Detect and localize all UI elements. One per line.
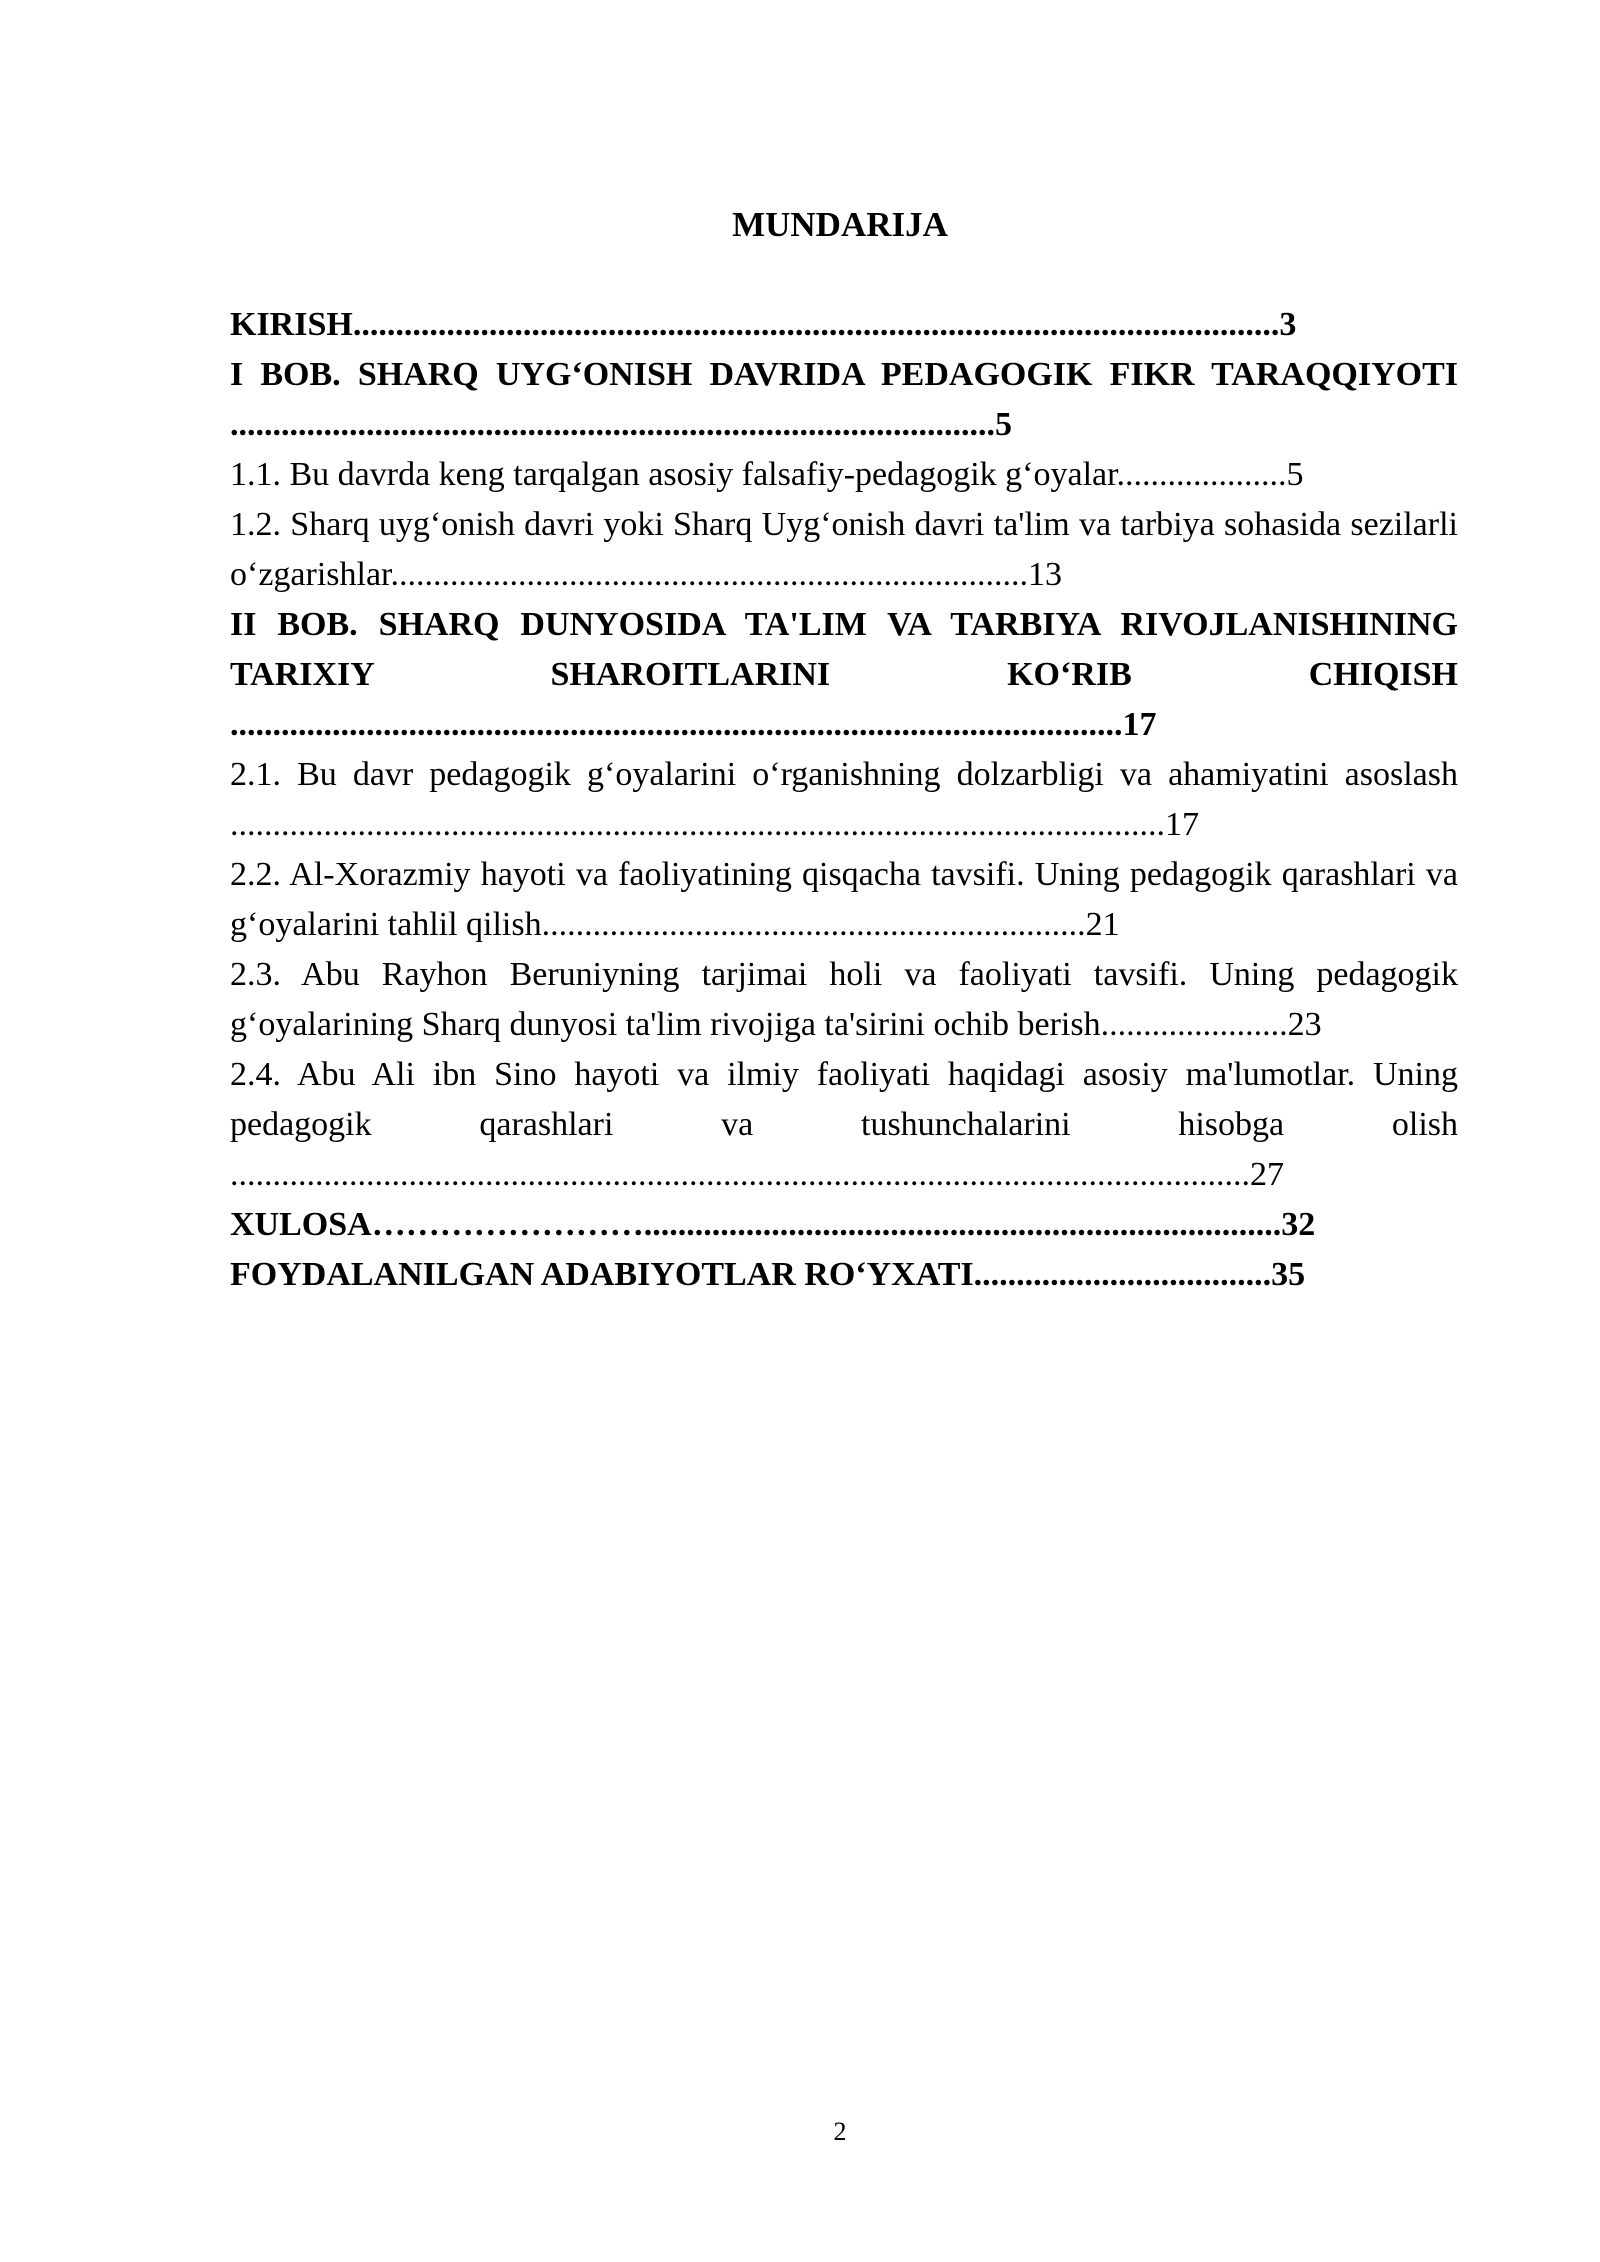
toc-entry-references: FOYDALANILGAN ADABIYOTLAR RO‘YXATI​...................................35 bbox=[230, 1256, 1306, 1293]
toc-entry-section-2-1: 2.1. Bu davr pedagogik g‘oyalarini o‘rganishning dolzarbligi va ahamiyatini asoslash​..............................................................................................................17 bbox=[230, 756, 1458, 843]
toc-entry-section-1-2: 1.2. Sharq uyg‘onish davri yoki Sharq Uyg‘onish davri ta'lim va tarbiya sohasida sezilarli o‘zgarishlar​...........................................................................13 bbox=[230, 506, 1458, 593]
toc-entry-chapter-1: I BOB. SHARQ UYG‘ONISH DAVRIDA PEDAGOGIK FIKR TARAQQIYOTI​..........................................................................................5 bbox=[230, 356, 1458, 443]
toc-entry-xulosa: XULOSA​……………………...........................................................................32 bbox=[230, 1206, 1316, 1243]
toc-entry-kirish: KIRISH​.............................................................................................................3 bbox=[230, 306, 1297, 343]
toc-entry-section-2-2: 2.2. Al-Xorazmiy hayoti va faoliyatining qisqacha tavsifi. Uning pedagogik qarashlari va g‘oyalarini tahlil qilish​................................................................21 bbox=[230, 856, 1458, 943]
toc-entry-section-2-3: 2.3. Abu Rayhon Beruniyning tarjimai holi va faoliyati tavsifi. Uning pedagogik g‘oyalarining Sharq dunyosi ta'lim rivojiga ta'sirini ochib berish​......................23 bbox=[230, 956, 1458, 1043]
page-number: 2 bbox=[833, 2117, 847, 2146]
toc-entry-section-1-1: 1.1. Bu davrda keng tarqalgan asosiy falsafiy-pedagogik g‘oyalar​....................5 bbox=[230, 456, 1304, 493]
toc-entry-section-2-4: 2.4. Abu Ali ibn Sino hayoti va ilmiy faoliyati haqidagi asosiy ma'lumotlar. Uning pedagogik qarashlari va tushunchalarini hisobga olish​........................................................................................................................27 bbox=[230, 1056, 1458, 1193]
page-title: MUNDARIJA bbox=[732, 205, 948, 244]
toc-entry-chapter-2: II BOB. SHARQ DUNYOSIDA TA'LIM VA TARBIYA RIVOJLANISHINING TARIXIY SHAROITLARINI KO‘RIB CHIQISH​.........................................................................................................17 bbox=[230, 606, 1458, 743]
table-of-contents bbox=[230, 300, 1458, 1300]
